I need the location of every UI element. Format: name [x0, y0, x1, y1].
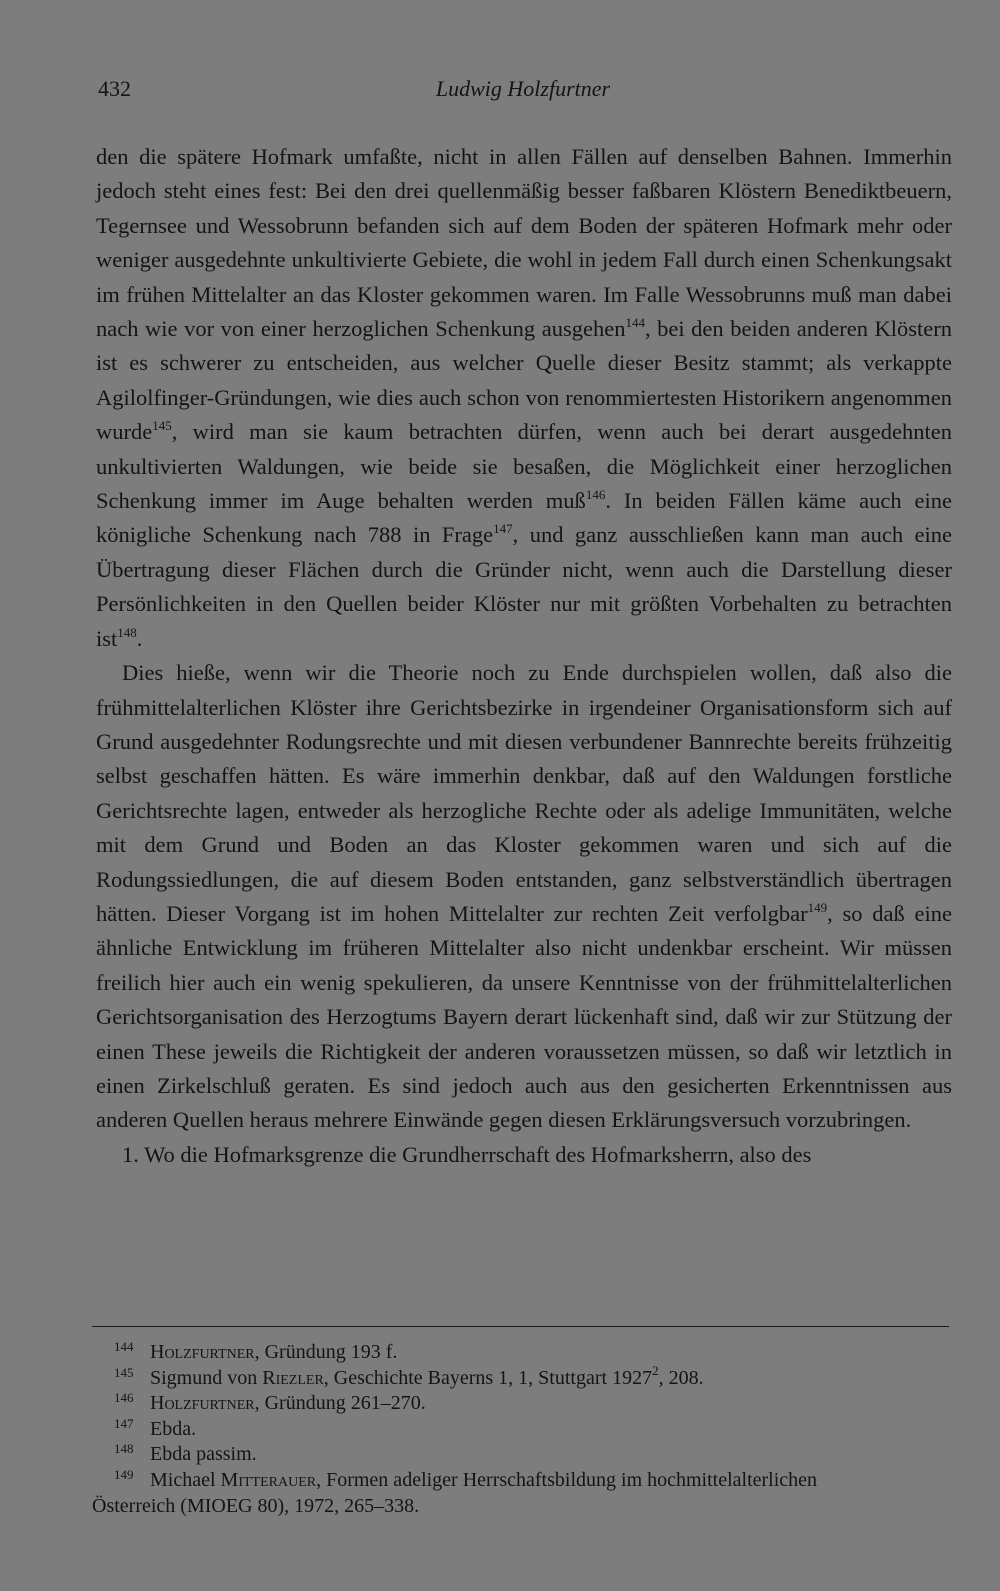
footnotes [92, 1340, 950, 1519]
footnote-text: , Gründung 261–270. [254, 1392, 426, 1415]
edition-superscript: 2 [652, 1362, 659, 1378]
footnote-text: Ebda passim. [150, 1443, 257, 1466]
text-segment: 1. Wo die Hofmarksgrenze die Grundherrschaft des Hofmarksherrn, also des [122, 1141, 812, 1167]
footnote [92, 1340, 950, 1366]
body-text [96, 140, 952, 1172]
footnote-text: , Formen adeliger Herrschaftsbildung im hochmittelalterlichen [316, 1468, 818, 1491]
footnote-text: Ebda. [150, 1417, 197, 1440]
footnote-reference: 149 [807, 899, 828, 915]
text-segment: , bei den beiden anderen Klöstern ist es schwerer zu entscheiden, aus welcher Quelle dieser Besitz stammt; als verkappte Agilolfinger-Gründungen, wie dies auch schon von renommiertesten Historikern angenommen wurde [96, 316, 952, 445]
page-number: 432 [98, 76, 131, 101]
footnote-number: 149 [114, 1466, 134, 1482]
footnote-reference: 144 [625, 315, 645, 331]
text-segment: , wird man sie kaum betrachten dürfen, wenn auch bei derart ausgedehnten unkultivierten Waldungen, wie beide sie besaßen, die Möglichkeit einer herzoglichen Schenkung immer im Auge behalten werden muß [96, 419, 952, 514]
footnote-number: 148 [114, 1441, 134, 1457]
footnote-reference: 147 [493, 521, 513, 537]
footnote [92, 1391, 950, 1417]
footnote-number: 145 [114, 1364, 134, 1380]
footnote [92, 1468, 950, 1494]
footnote-text: , Geschichte Bayerns 1, 1, Stuttgart 1927 [323, 1366, 653, 1389]
footnote [92, 1417, 950, 1443]
footnote-number: 144 [114, 1339, 134, 1354]
author-name: Riezler [262, 1366, 324, 1389]
paragraph [96, 140, 952, 656]
text-segment: den die spätere Hofmark umfaßte, nicht in allen Fällen auf denselben Bahnen. Immerhin jedoch steht eines fest: Bei den drei quellenmäßig besser faßbaren Klöstern Benediktbeuern, Tegernsee und Wessobrunn befanden sich auf dem Boden der späteren Hofmark mehr oder weniger ausgedehnte unkultivierte Gebiete, die wohl in jedem Fall durch einen Schenkungsakt im frühen Mittelalter an das Kloster gekommen waren. Im Falle Wessobrunns muß man dabei nach wie vor von einer herzoglichen Schenkung ausgehen [96, 144, 952, 342]
footnote-reference: 148 [117, 624, 137, 640]
author-name: Mitterauer [220, 1468, 317, 1491]
text-segment: Dies hieße, wenn wir die Theorie noch zu Ende durchspielen wollen, daß also die frühmittelalterlichen Klöster ihre Gerichtsbezirke in irgendeiner Organisationsform sich auf Grund ausgedehnter Rodungsrechte und mit diesen verbundener Bannrechte bereits frühzeitig selbst geschaffen hätten. Es wäre immerhin denkbar, daß auf den Waldungen forstliche Gerichtsrechte lagen, entweder als herzogliche Rechte oder als adelige Immunitäten, welche mit dem Grund und Boden an das Kloster gekommen waren und sich auf die Rodungssiedlungen, die auf diesem Boden entstanden, ganz selbstverständlich übertragen hätten. Dieser Vorgang ist im hohen Mittelalter zur rechten Zeit verfolgbar [96, 660, 952, 926]
footnote-number: 146 [114, 1390, 134, 1406]
paragraph [96, 656, 952, 1138]
footnote-text: Michael [150, 1468, 221, 1491]
footnote-text: , Gründung 193 f. [254, 1341, 398, 1363]
text-segment: . [136, 625, 143, 651]
footnote-reference: 146 [585, 487, 606, 503]
footnote-continuation: Österreich (MIOEG 80), 1972, 265–338. [92, 1494, 420, 1517]
footnote-divider [92, 1326, 949, 1327]
paragraph [96, 1138, 952, 1172]
footnote-reference: 145 [152, 418, 172, 434]
text-segment: , und ganz ausschließen kann man auch eine Übertragung dieser Flächen durch die Gründer nicht, wenn auch die Darstellung dieser Persönlichkeiten in den Quellen beider Klöster nur mit größten Vorbehalten zu betrachten ist [96, 522, 953, 651]
author-name: Holzfurtner [150, 1341, 255, 1363]
footnote-number: 147 [114, 1415, 134, 1431]
running-head: Ludwig Holzfurtner [435, 76, 611, 101]
text-segment: , so daß eine ähnliche Entwicklung im früheren Mittelalter also nicht undenkbar erscheint. Wir müssen freilich hier auch ein wenig spekulieren, da unsere Kenntnisse von der frühmittelalterlichen Gerichtsorganisation des Herzogtums Bayern derart lückenhaft sind, daß wir zur Stützung der einen These jeweils die Richtigkeit der anderen voraussetzen müssen, so daß wir letztlich in einen Zirkelschluß geraten. Es sind jedoch auch aus den gesicherten Erkenntnissen aus anderen Quellen heraus mehrere Einwände gegen diesen Erklärungsversuch vorzubringen. [96, 900, 953, 1133]
text-segment: . In beiden Fällen käme auch eine königliche Schenkung nach 788 in Frage [96, 488, 952, 548]
footnote-text: Sigmund von [150, 1366, 263, 1389]
footnote-text: , 208. [658, 1366, 704, 1389]
footnote [92, 1442, 950, 1468]
author-name: Holzfurtner [150, 1392, 255, 1415]
page-header [98, 76, 948, 110]
footnote [92, 1362, 950, 1392]
